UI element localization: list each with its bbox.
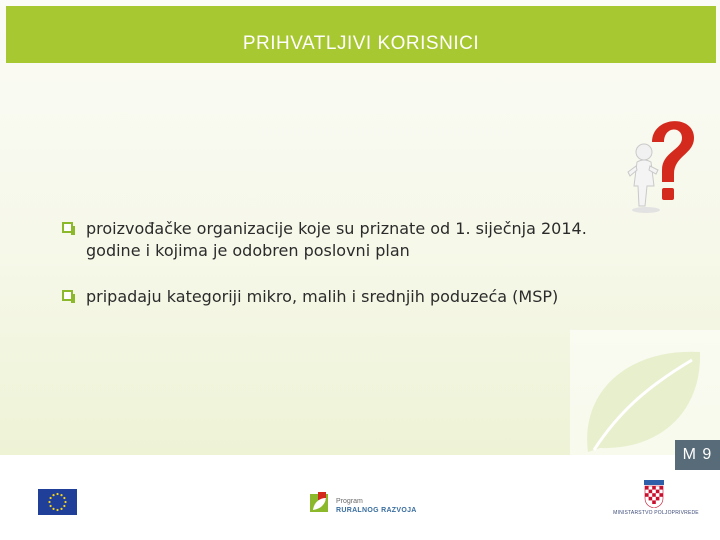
ministry-label: MINISTARSTVO POLJOPRIVREDE: [613, 510, 699, 516]
bullet-marker-icon: [62, 222, 73, 233]
program-name-line2: RURALNOG RAZVOJA: [336, 507, 417, 514]
bullet-list: [62, 218, 622, 308]
leaf-icon: [570, 330, 720, 455]
page-number-badge: M 9: [675, 440, 720, 470]
bullet-item: [62, 218, 622, 262]
bullet-text: pripadaju kategoriji mikro, malih i srednjih poduzeća (MSP): [86, 287, 559, 306]
bullet-item: [62, 286, 622, 308]
program-name-line1: Program: [336, 498, 363, 505]
eu-flag-icon: [38, 489, 77, 515]
bullet-text: proizvođačke organizacije koje su priznate od 1. siječnja 2014. godine i kojima je odobren poslovni plan: [86, 219, 587, 260]
title-bar: [6, 6, 716, 63]
footer: [0, 470, 720, 540]
bullet-marker-icon: [62, 290, 73, 301]
question-figure-icon: [622, 108, 702, 216]
slide-title: PRIHVATLJIVI KORISNICI: [242, 32, 480, 54]
croatian-coat-of-arms-icon: [643, 480, 665, 508]
